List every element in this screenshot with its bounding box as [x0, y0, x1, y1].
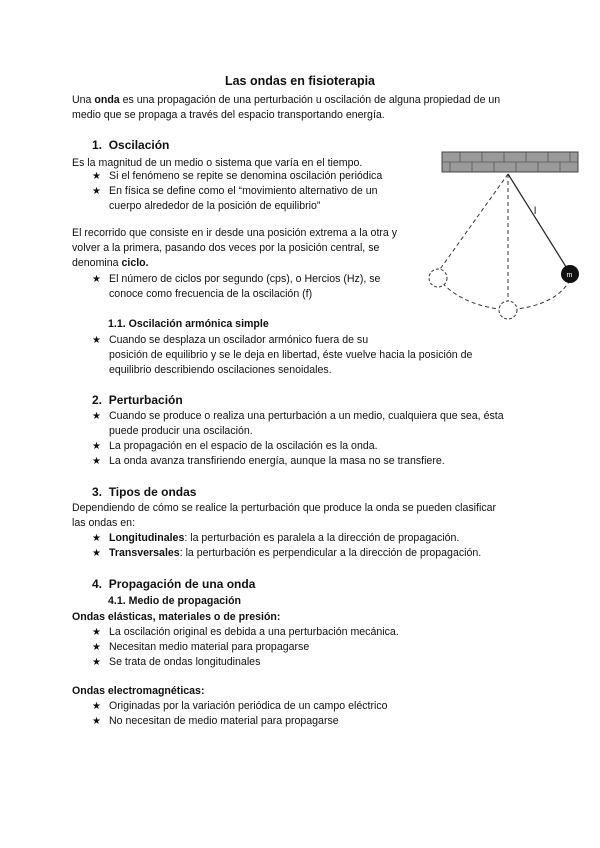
- star-bullet-icon: ★: [92, 456, 101, 467]
- pendulum-string: [508, 174, 568, 270]
- star-bullet-icon: ★: [92, 533, 101, 544]
- cycle-paragraph: El recorrido que consiste en ir desde una posición extrema a la otra y volver a la primera, pasando dos veces por la posición central, se denomina ciclo.: [72, 227, 398, 269]
- left-string-dashed: [438, 174, 508, 272]
- star-bullet-icon: ★: [92, 335, 101, 346]
- star-bullet-icon: ★: [92, 171, 101, 182]
- length-label: l: [534, 206, 537, 217]
- star-bullet-icon: ★: [92, 186, 101, 197]
- page-title: Las ondas en fisioterapia: [224, 74, 376, 88]
- types-paragraph: Dependiendo de cómo se realice la perturbación que produce la onda se pueden clasificar las ondas en:: [72, 502, 497, 529]
- mass-label: m: [566, 272, 573, 279]
- star-bullet-icon: ★: [92, 548, 101, 559]
- section-4-heading: 4. Propagación de una onda: [92, 577, 256, 591]
- star-bullet-icon: ★: [92, 627, 101, 638]
- star-bullet-icon: ★: [92, 274, 101, 285]
- left-position-circle: [429, 269, 447, 287]
- star-bullet-icon: ★: [92, 701, 101, 712]
- subsection-4-1-heading: 4.1. Medio de propagación: [108, 595, 242, 607]
- section-1-definition: Es la magnitud de un medio o sistema que varía en el tiempo.: [72, 157, 363, 169]
- subsection-1-1-heading: 1.1. Oscilación armónica simple: [108, 318, 269, 330]
- elastic-waves-heading: Ondas elásticas, materiales o de presión:: [72, 611, 281, 623]
- star-bullet-icon: ★: [92, 657, 101, 668]
- star-bullet-icon: ★: [92, 411, 101, 422]
- intro-paragraph: Una onda es una propagación de una perturbación u oscilación de alguna propiedad de un medio que se propaga a través del espacio transportando energía.: [72, 94, 501, 121]
- star-bullet-icon: ★: [92, 642, 101, 653]
- pendulum-diagram: [420, 148, 590, 324]
- star-bullet-icon: ★: [92, 441, 101, 452]
- ceiling-brick-icon: [442, 152, 578, 172]
- em-waves-heading: Ondas electromagnéticas:: [72, 685, 205, 697]
- center-position-circle: [499, 301, 517, 319]
- section-3-heading: 3. Tipos de ondas: [92, 485, 197, 499]
- section-2-heading: 2. Perturbación: [92, 393, 183, 407]
- star-bullet-icon: ★: [92, 716, 101, 727]
- section-1-heading: 1. Oscilación: [92, 138, 170, 152]
